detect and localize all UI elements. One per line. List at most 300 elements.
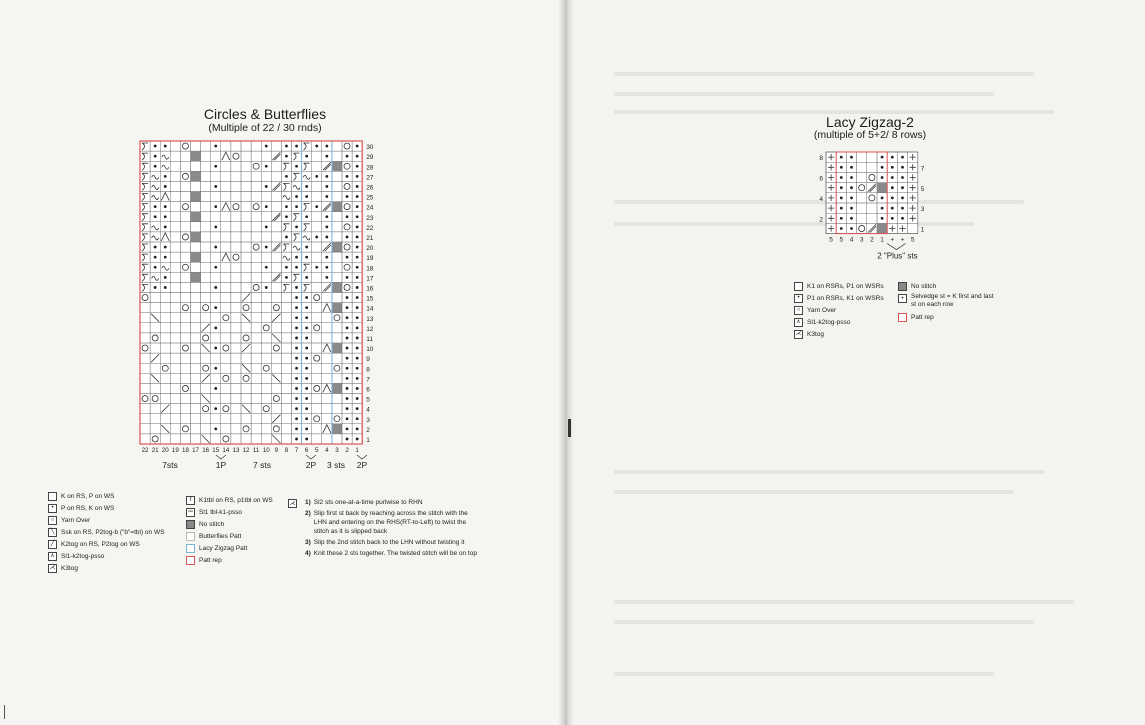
row-number: 8	[366, 366, 370, 374]
legend-item-knit	[48, 490, 164, 502]
legend-label: K3tog	[807, 330, 824, 338]
sl1tbl-symbol-icon: ∾	[187, 509, 194, 515]
purl-dot	[325, 155, 328, 158]
purl-dot	[285, 236, 288, 239]
purl-dot	[356, 185, 359, 188]
purl-dot	[356, 236, 359, 239]
column-number: 5	[910, 236, 915, 244]
purl-dot	[295, 357, 298, 360]
row-number: 12	[366, 325, 374, 333]
purl-dot	[891, 186, 894, 189]
purl-dot	[356, 286, 359, 289]
purl-dot	[214, 225, 217, 228]
step-text: Slip the 2nd stitch back to the LHN without twisting it	[313, 539, 465, 546]
purl-dot	[881, 197, 884, 200]
purl-dot	[285, 276, 288, 279]
group-label: 7 sts	[253, 460, 271, 470]
purl-dot	[295, 266, 298, 269]
purl-dot	[840, 217, 843, 220]
column-number: 13	[232, 447, 240, 454]
row-number: 18	[366, 265, 374, 273]
book-spine	[558, 0, 574, 725]
row-number: 15	[366, 295, 374, 303]
twist-notes	[288, 498, 478, 558]
purl-dot	[891, 197, 894, 200]
purl-dot	[295, 397, 298, 400]
purl-dot	[285, 215, 288, 218]
legend-item-patt-rep	[186, 554, 273, 566]
row-number: 21	[366, 235, 374, 242]
purl-dot	[840, 176, 843, 179]
legend-label: P1 on RSRs, K1 on WSRs	[807, 294, 884, 302]
legend-item-patt-rep	[898, 311, 998, 323]
legend-label: Sl1-k2tog-psso	[61, 552, 105, 560]
purl-dot	[154, 256, 157, 259]
purl-dot	[295, 225, 298, 228]
column-number: 11	[252, 447, 260, 454]
purl-dot	[315, 236, 318, 239]
purl-dot	[850, 217, 853, 220]
row-number: 4	[366, 406, 370, 414]
legend-label: K1tbl on RS, p1tbl on WS	[199, 496, 273, 504]
purl-dot	[305, 316, 308, 319]
legend-label: Yarn Over	[61, 516, 91, 524]
purl-dot	[881, 166, 884, 169]
legend-label: Selvedge st = K first and last st on each row	[911, 293, 994, 308]
no-stitch-cell	[191, 232, 201, 242]
right-chart-subtitle: (multiple of 5+2/ 8 rows)	[813, 129, 927, 141]
no-stitch-cell	[877, 183, 887, 193]
purl-dot	[325, 145, 328, 148]
column-number: 6	[304, 447, 309, 454]
legend-label: K on RS, P on WS	[61, 492, 115, 500]
purl-dot	[154, 266, 157, 269]
row-number: 1	[366, 437, 370, 444]
purl-dot	[265, 286, 268, 289]
purl-symbol-icon: •	[794, 294, 803, 303]
legend-item-selvedge	[898, 293, 998, 309]
purl-dot	[901, 156, 904, 159]
row-number: 7	[920, 165, 925, 173]
purl-dot	[325, 225, 328, 228]
legend-item-butterflies	[186, 530, 273, 542]
purl-dot	[154, 246, 157, 249]
legend-item-lacy-zigzag	[186, 542, 273, 554]
plus-label: 2 "Plus" sts	[877, 251, 918, 261]
purl-dot	[214, 185, 217, 188]
legend-label: K3tog	[61, 564, 78, 572]
purl-dot	[356, 266, 359, 269]
purl-dot	[214, 347, 217, 350]
purl-dot	[214, 145, 217, 148]
column-number: 3	[859, 236, 864, 244]
step-number: 2)	[305, 510, 311, 517]
left-chart-title: Circles & Butterflies	[203, 106, 327, 122]
sl1-k2tog-psso-symbol-icon: ⋏	[48, 552, 57, 561]
purl-dot	[305, 417, 308, 420]
purl-dot	[346, 427, 349, 430]
purl-dot	[850, 166, 853, 169]
purl-dot	[850, 207, 853, 210]
purl-dot	[154, 165, 157, 168]
legend-item-purl	[48, 502, 164, 514]
twist-symbol-icon: ⋌	[289, 500, 296, 507]
left-legend-col2	[186, 494, 273, 566]
purl-dot	[305, 215, 308, 218]
column-number: 17	[192, 447, 199, 454]
row-number: 17	[366, 275, 374, 283]
purl-dot	[356, 438, 359, 441]
yarn-over-symbol-icon: ○	[794, 306, 803, 315]
legend-item-sl1-k2tog-psso	[794, 316, 884, 328]
purl-dot	[346, 326, 349, 329]
no-stitch-cell	[332, 161, 342, 171]
step-text: Sl2 sts one-at-a-time purlwise to RHN	[313, 499, 423, 506]
purl-dot	[285, 266, 288, 269]
row-number: 16	[366, 285, 374, 293]
legend-label: Lacy Zigzag Patt	[199, 544, 248, 552]
purl-dot	[356, 205, 359, 208]
purl-dot	[214, 326, 217, 329]
purl-dot	[840, 156, 843, 159]
purl-dot	[214, 387, 217, 390]
purl-dot	[295, 165, 298, 168]
purl-dot	[305, 326, 308, 329]
group-label: 3 sts	[327, 460, 345, 470]
purl-dot	[346, 367, 349, 370]
purl-dot	[295, 387, 298, 390]
row-number: 29	[366, 154, 374, 162]
column-number: 2	[870, 236, 874, 244]
legend-label: Sl1 tbl-k1-psso	[199, 508, 242, 516]
purl-dot	[325, 256, 328, 259]
purl-dot	[346, 387, 349, 390]
purl-dot	[214, 427, 217, 430]
column-number: 12	[242, 447, 250, 454]
column-number: 15	[212, 447, 220, 454]
patt-rep-symbol-icon	[898, 313, 907, 322]
purl-dot	[325, 266, 328, 269]
no-stitch-cell	[191, 171, 201, 181]
purl-dot	[305, 367, 308, 370]
legend-item-yarn-over	[48, 514, 164, 526]
purl-dot	[265, 185, 268, 188]
purl-dot	[356, 306, 359, 309]
purl-dot	[840, 186, 843, 189]
right-legend-col2	[898, 280, 998, 323]
purl-dot	[356, 175, 359, 178]
legend-label: Patt rep	[911, 313, 934, 321]
purl-dot	[356, 367, 359, 370]
legend-label: Butterflies Patt	[199, 532, 242, 540]
left-chart-subtitle: (Multiple of 22 / 30 rnds)	[208, 122, 322, 134]
purl-dot	[346, 296, 349, 299]
no-stitch-cell	[191, 192, 201, 202]
purl-dot	[346, 397, 349, 400]
purl-dot	[325, 276, 328, 279]
purl-dot	[164, 205, 167, 208]
purl-dot	[285, 205, 288, 208]
group-bracket	[357, 455, 367, 459]
row-number: 5	[920, 185, 925, 193]
purl-dot	[346, 276, 349, 279]
purl-dot	[164, 145, 167, 148]
purl-dot	[305, 195, 308, 198]
purl-dot	[154, 145, 157, 148]
purl-dot	[850, 186, 853, 189]
purl-dot	[891, 176, 894, 179]
purl-dot	[285, 175, 288, 178]
purl-dot	[315, 145, 318, 148]
twist-notes-body	[288, 498, 478, 558]
row-number: 25	[366, 194, 374, 202]
legend-label: Sl1-k2tog-psso	[807, 318, 851, 326]
legend-item-k3tog	[48, 562, 164, 574]
legend-item-k1tbl	[186, 494, 273, 506]
row-number: 3	[366, 416, 370, 424]
purl-dot	[164, 215, 167, 218]
column-number: 21	[151, 447, 159, 454]
purl-dot	[325, 236, 328, 239]
row-number: 2	[366, 426, 370, 434]
purl-dot	[295, 367, 298, 370]
column-number: 20	[161, 447, 169, 454]
column-number: 16	[202, 447, 210, 454]
step-number: 1)	[305, 499, 311, 506]
purl-dot	[305, 256, 308, 259]
purl-dot	[305, 347, 308, 350]
purl-dot	[356, 326, 359, 329]
purl-dot	[346, 377, 349, 380]
legend-item-sl1tbl	[186, 506, 273, 518]
row-number: 2	[819, 216, 823, 224]
purl-dot	[214, 246, 217, 249]
legend-item-ssk	[48, 526, 164, 538]
purl-dot	[305, 357, 308, 360]
purl-dot	[305, 387, 308, 390]
legend-label: No stitch	[911, 282, 937, 290]
no-stitch-cell	[332, 424, 342, 434]
purl-dot	[164, 185, 167, 188]
row-number: 10	[366, 346, 374, 354]
legend-item-k3tog	[794, 328, 884, 340]
group-label: 7sts	[162, 460, 178, 470]
purl-dot	[285, 155, 288, 158]
step-item	[305, 509, 478, 536]
purl-dot	[214, 205, 217, 208]
purl-dot	[305, 185, 308, 188]
legend-label: Ssk on RS, P2tog-b ("b"=tbl) on WS	[61, 528, 165, 536]
purl-dot	[214, 286, 217, 289]
purl-dot	[265, 205, 268, 208]
purl-dot	[164, 256, 167, 259]
page-tab-marker	[568, 419, 571, 437]
row-number: 14	[366, 305, 374, 313]
purl-dot	[850, 156, 853, 159]
purl-dot	[154, 286, 157, 289]
purl-dot	[346, 215, 349, 218]
purl-dot	[891, 207, 894, 210]
purl-dot	[356, 276, 359, 279]
left-legend-col1	[48, 490, 164, 574]
plus-bracket	[887, 244, 905, 250]
purl-dot	[214, 266, 217, 269]
purl-dot	[891, 166, 894, 169]
purl-dot	[901, 207, 904, 210]
legend-label: Yarn Over	[807, 306, 837, 314]
yarn-over-symbol-icon: ○	[48, 516, 57, 525]
purl-dot	[356, 377, 359, 380]
purl-dot	[295, 326, 298, 329]
right-chart-title: Lacy Zigzag-2	[826, 114, 914, 130]
twist-steps	[305, 498, 478, 558]
no-stitch-cell	[191, 252, 201, 262]
purl-dot	[850, 176, 853, 179]
column-number: 3	[335, 447, 339, 454]
purl-dot	[295, 417, 298, 420]
legend-label: K2tog on RS, P2tog on WS	[61, 540, 140, 548]
purl-dot	[164, 286, 167, 289]
row-number: 7	[366, 376, 370, 384]
purl-dot	[346, 195, 349, 198]
purl-dot	[325, 175, 328, 178]
purl-dot	[901, 176, 904, 179]
purl-dot	[850, 227, 853, 230]
lacy-zigzag-symbol-icon	[186, 544, 195, 553]
purl-dot	[305, 407, 308, 410]
purl-dot	[295, 145, 298, 148]
row-number: 13	[366, 315, 374, 323]
no-stitch-symbol-icon	[898, 282, 907, 291]
purl-dot	[356, 145, 359, 148]
step-item	[305, 498, 478, 507]
purl-dot	[295, 427, 298, 430]
group-label: 1P	[215, 460, 227, 470]
purl-dot	[295, 306, 298, 309]
purl-dot	[891, 156, 894, 159]
purl-dot	[346, 438, 349, 441]
purl-dot	[840, 207, 843, 210]
row-number: 30	[366, 144, 374, 152]
purl-dot	[325, 195, 328, 198]
purl-dot	[315, 175, 318, 178]
knit-symbol-icon	[48, 492, 57, 501]
legend-item-k1	[794, 280, 884, 292]
purl-dot	[881, 207, 884, 210]
step-text: Knit these 2 sts together. The twisted stitch will be on top	[313, 550, 477, 557]
purl-dot	[901, 217, 904, 220]
no-stitch-cell	[332, 343, 342, 353]
column-number: 18	[182, 447, 189, 454]
purl-dot	[356, 246, 359, 249]
legend-label: Patt rep	[199, 556, 222, 564]
no-stitch-cell	[191, 151, 201, 161]
purl-dot	[346, 306, 349, 309]
purl-dot	[305, 155, 308, 158]
step-item	[305, 538, 478, 547]
purl-dot	[356, 316, 359, 319]
purl-dot	[164, 175, 167, 178]
legend-item-no-stitch	[186, 518, 273, 530]
purl-dot	[214, 165, 217, 168]
column-number: +	[890, 236, 895, 244]
step-number: 3)	[305, 539, 311, 546]
purl-dot	[840, 227, 843, 230]
right-legend-col1	[794, 280, 884, 340]
purl-dot	[346, 256, 349, 259]
step-number: 4)	[305, 550, 311, 557]
purl-dot	[265, 165, 268, 168]
column-number: +	[900, 236, 905, 244]
group-bracket	[306, 455, 316, 459]
purl-dot	[214, 407, 217, 410]
purl-dot	[356, 417, 359, 420]
purl-dot	[305, 276, 308, 279]
no-stitch-cell	[877, 223, 887, 233]
step-text: Slip first st back by reaching across the stitch with the LHN and entering on the RHS(RT-to-Left) to twist the stitch as it is slipped back	[313, 510, 468, 535]
sl1-k2tog-psso-symbol-icon: ⋏	[794, 318, 803, 327]
no-stitch-cell	[332, 383, 342, 393]
row-number: 11	[366, 336, 373, 343]
purl-dot	[356, 165, 359, 168]
column-number: 5	[829, 236, 833, 244]
purl-dot	[295, 286, 298, 289]
purl-dot	[356, 387, 359, 390]
purl-dot	[305, 397, 308, 400]
legend-item-p1	[794, 292, 884, 304]
column-number: 14	[222, 447, 230, 454]
row-number: 26	[366, 184, 374, 192]
row-number: 6	[819, 175, 823, 183]
purl-dot	[325, 185, 328, 188]
column-number: 22	[141, 447, 149, 454]
k3tog-symbol-icon: ⋌	[795, 331, 802, 337]
row-number: 3	[920, 206, 925, 214]
knit-symbol-icon	[794, 282, 803, 291]
butterflies-symbol-icon	[186, 532, 195, 541]
purl-dot	[295, 205, 298, 208]
purl-dot	[295, 407, 298, 410]
purl-dot	[356, 296, 359, 299]
purl-dot	[295, 316, 298, 319]
purl-dot	[346, 155, 349, 158]
purl-dot	[214, 367, 217, 370]
no-stitch-cell	[332, 303, 342, 313]
purl-dot	[305, 438, 308, 441]
purl-dot	[850, 197, 853, 200]
row-number: 19	[366, 255, 374, 263]
column-number: 9	[274, 447, 279, 454]
k2tog-symbol-icon: ╱	[48, 540, 57, 549]
purl-dot	[356, 427, 359, 430]
row-number: 23	[366, 214, 374, 222]
group-label: 2P	[356, 460, 368, 470]
purl-dot	[356, 397, 359, 400]
no-stitch-cell	[191, 212, 201, 222]
column-number: 1	[355, 447, 359, 454]
no-stitch-cell	[332, 202, 342, 212]
purl-dot	[840, 166, 843, 169]
purl-dot	[901, 166, 904, 169]
selvedge-symbol-icon: +	[898, 294, 907, 303]
purl-dot	[356, 195, 359, 198]
row-number: 28	[366, 164, 374, 172]
purl-dot	[356, 256, 359, 259]
row-number: 5	[366, 396, 370, 404]
purl-dot	[154, 155, 157, 158]
purl-dot	[154, 215, 157, 218]
no-stitch-cell	[191, 272, 201, 282]
